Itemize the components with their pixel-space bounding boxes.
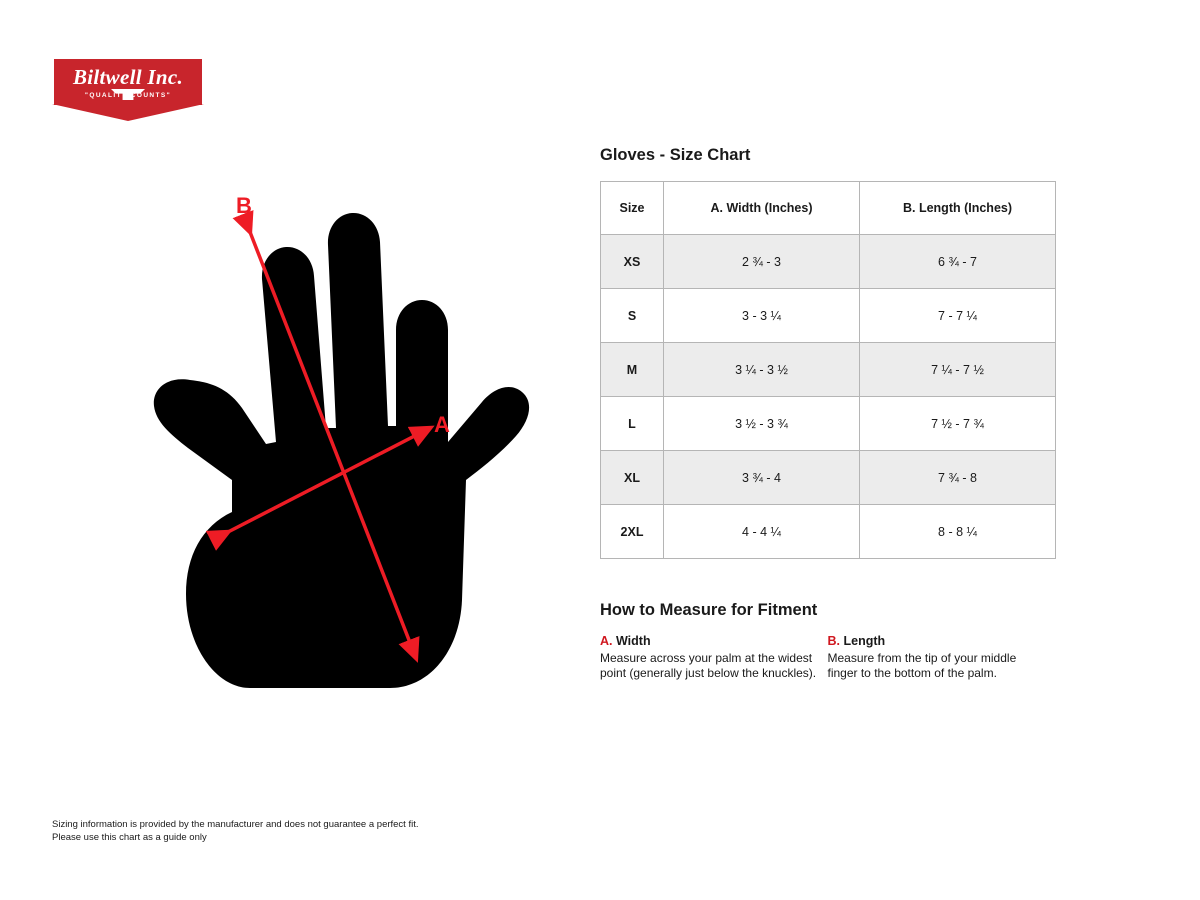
diagram-label-b: B xyxy=(236,193,252,218)
cell-width: 3 ¾ - 4 xyxy=(664,451,860,505)
size-chart-panel xyxy=(600,146,1055,681)
footer-line-1: Sizing information is provided by the manufacturer and does not guarantee a perfect fit. xyxy=(52,819,419,830)
cell-length: 7 ¾ - 8 xyxy=(860,451,1056,505)
size-chart-table xyxy=(600,181,1056,559)
column-header-size: Size xyxy=(601,182,664,235)
cell-length: 7 ½ - 7 ¾ xyxy=(860,397,1056,451)
hand-measurement-diagram xyxy=(130,180,590,700)
hand-silhouette xyxy=(154,213,529,688)
measure-letter: B. xyxy=(827,634,840,648)
footer-disclaimer xyxy=(52,818,652,844)
cell-width: 2 ¾ - 3 xyxy=(664,235,860,289)
cell-width: 3 ¼ - 3 ½ xyxy=(664,343,860,397)
table-row xyxy=(601,235,1056,289)
cell-length: 7 - 7 ¼ xyxy=(860,289,1056,343)
diagram-label-a: A xyxy=(434,412,450,437)
column-header-width: A. Width (Inches) xyxy=(664,182,860,235)
logo-tagline: "QUALITY COUNTS" xyxy=(84,92,172,99)
measure-heading xyxy=(600,634,818,648)
measure-name: Length xyxy=(843,634,886,648)
cell-length: 6 ¾ - 7 xyxy=(860,235,1056,289)
cell-size: L xyxy=(601,397,664,451)
measure-letter: A. xyxy=(600,634,613,648)
measure-description: Measure from the tip of your middle finger to the bottom of the palm. xyxy=(827,651,1017,680)
table-row xyxy=(601,505,1056,559)
cell-size: S xyxy=(601,289,664,343)
cell-width: 3 - 3 ¼ xyxy=(664,289,860,343)
measure-description: Measure across your palm at the widest point (generally just below the knuckles). xyxy=(600,651,817,680)
measure-name: Width xyxy=(615,634,651,648)
cell-length: 8 - 8 ¼ xyxy=(860,505,1056,559)
cell-size: XL xyxy=(601,451,664,505)
page-title: Gloves - Size Chart xyxy=(600,146,751,164)
cell-size: M xyxy=(601,343,664,397)
table-row xyxy=(601,451,1056,505)
logo-brand-text: Biltwell Inc. xyxy=(72,65,184,89)
how-to-measure-title: How to Measure for Fitment xyxy=(600,601,818,619)
measure-item-length xyxy=(828,634,1056,681)
logo-badge xyxy=(52,57,204,107)
measure-heading xyxy=(828,634,1046,648)
how-to-measure-list xyxy=(600,634,1055,681)
table-row xyxy=(601,289,1056,343)
column-header-length: B. Length (Inches) xyxy=(860,182,1056,235)
table-row xyxy=(601,343,1056,397)
cell-length: 7 ¼ - 7 ½ xyxy=(860,343,1056,397)
cell-width: 4 - 4 ¼ xyxy=(664,505,860,559)
measure-item-width xyxy=(600,634,828,681)
cell-width: 3 ½ - 3 ¾ xyxy=(664,397,860,451)
cell-size: 2XL xyxy=(601,505,664,559)
cell-size: XS xyxy=(601,235,664,289)
table-row xyxy=(601,397,1056,451)
brand-logo xyxy=(52,57,204,119)
footer-line-2: Please use this chart as a guide only xyxy=(52,832,207,843)
table-header-row xyxy=(601,182,1056,235)
